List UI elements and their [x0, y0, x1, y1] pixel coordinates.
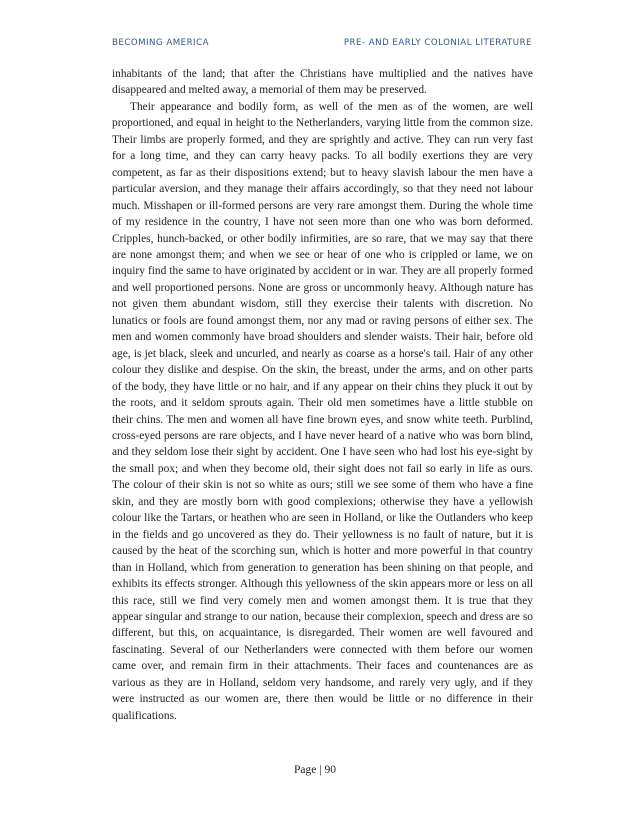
page-number: Page | 90 — [294, 764, 336, 776]
body-text — [112, 66, 533, 724]
paragraph-continuation: inhabitants of the land; that after the Christians have multiplied and the natives have disappeared and melted away, a memorial of them may be preserved. — [112, 68, 533, 97]
paragraph-appearance: Their appearance and bodily form, as well of the men as of the women, are well proportioned, and equal in height to the Netherlanders, varying little from the common size. Their limbs are properly formed, and they are sprightly and active. They can run very fast for a long time, and they can carry heavy packs. To all bodily exertions they are very competent, as far as their dispositions extend; but to heavy slavish labour the men have a particular aversion, and they manage their affairs accordingly, so that they need not labour much. Misshapen or ill-formed persons are very rare amongst them. During the whole time of my residence in the country, I have not seen more than one who was born deformed. Cripples, hunch-backed, or other bodily infirmities, are so rare, that we may say that there are none amongst them; and when we see or hear of one who is crippled or lame, we on inquiry find the same to have originated by accident or in war. They are all properly formed and well proportioned persons. None are gross or uncommonly heavy. Although nature has not given them abundant wisdom, still they exercise their talents with discretion. No lunatics or fools are found amongst them, nor any mad or raving persons of either sex. The men and women commonly have broad shoulders and slender waists. Their hair, before old age, is jet black, sleek and uncurled, and nearly as coarse as a horse's tail. Hair of any other colour they dislike and despise. On the skin, the breast, under the arms, and on other parts of the body, they have little or no hair, and if any appear on their chins they pluck it out by the roots, and it seldom sprouts again. Their old men sometimes have a little stubble on their chins. The men and women all have fine brown eyes, and snow white teeth. Purblind, cross-eyed persons are rare objects, and I have never heard of a native who was born blind, and they seldom lose their sight by accident. One I have seen who had lost his eye-sight by the small pox; and when they become old, their sight does not fail so early in life as ours. The colour of their skin is not so white as ours; still we see some of them who have a fine skin, and they are mostly born with good complexions; otherwise they have a yellowish colour like the Tartars, or heathen who are seen in Holland, or like the Outlanders who keep in the fields and go uncovered as they do. Their yellowness is no fault of nature, but it is caused by the heat of the scorching sun, which is hotter and more powerful in that country than in Holland, which from generation to generation has been shining on that people, and exhibits its effects stronger. Although this yellowness of the skin appears more or less on all this race, still we find very comely men and women amongst them. It is true that they appear singular and strange to our nation, because their complexion, speech and dress are so different, but this, on acquaintance, is disregarded. Their women are well favoured and fascinating. Several of our Netherlanders were connected with them before our women came over, and remain firm in their attachments. Their faces and countenances are as various as they are in Holland, seldom very handsome, and rarely very ugly, and if they were instructed as our women are, there then would be little or no difference in their qualifications. — [112, 100, 533, 722]
running-header — [112, 38, 532, 52]
header-book-title: BECOMING AMERICA — [112, 38, 209, 48]
header-section-title: PRE- AND EARLY COLONIAL LITERATURE — [343, 38, 532, 48]
